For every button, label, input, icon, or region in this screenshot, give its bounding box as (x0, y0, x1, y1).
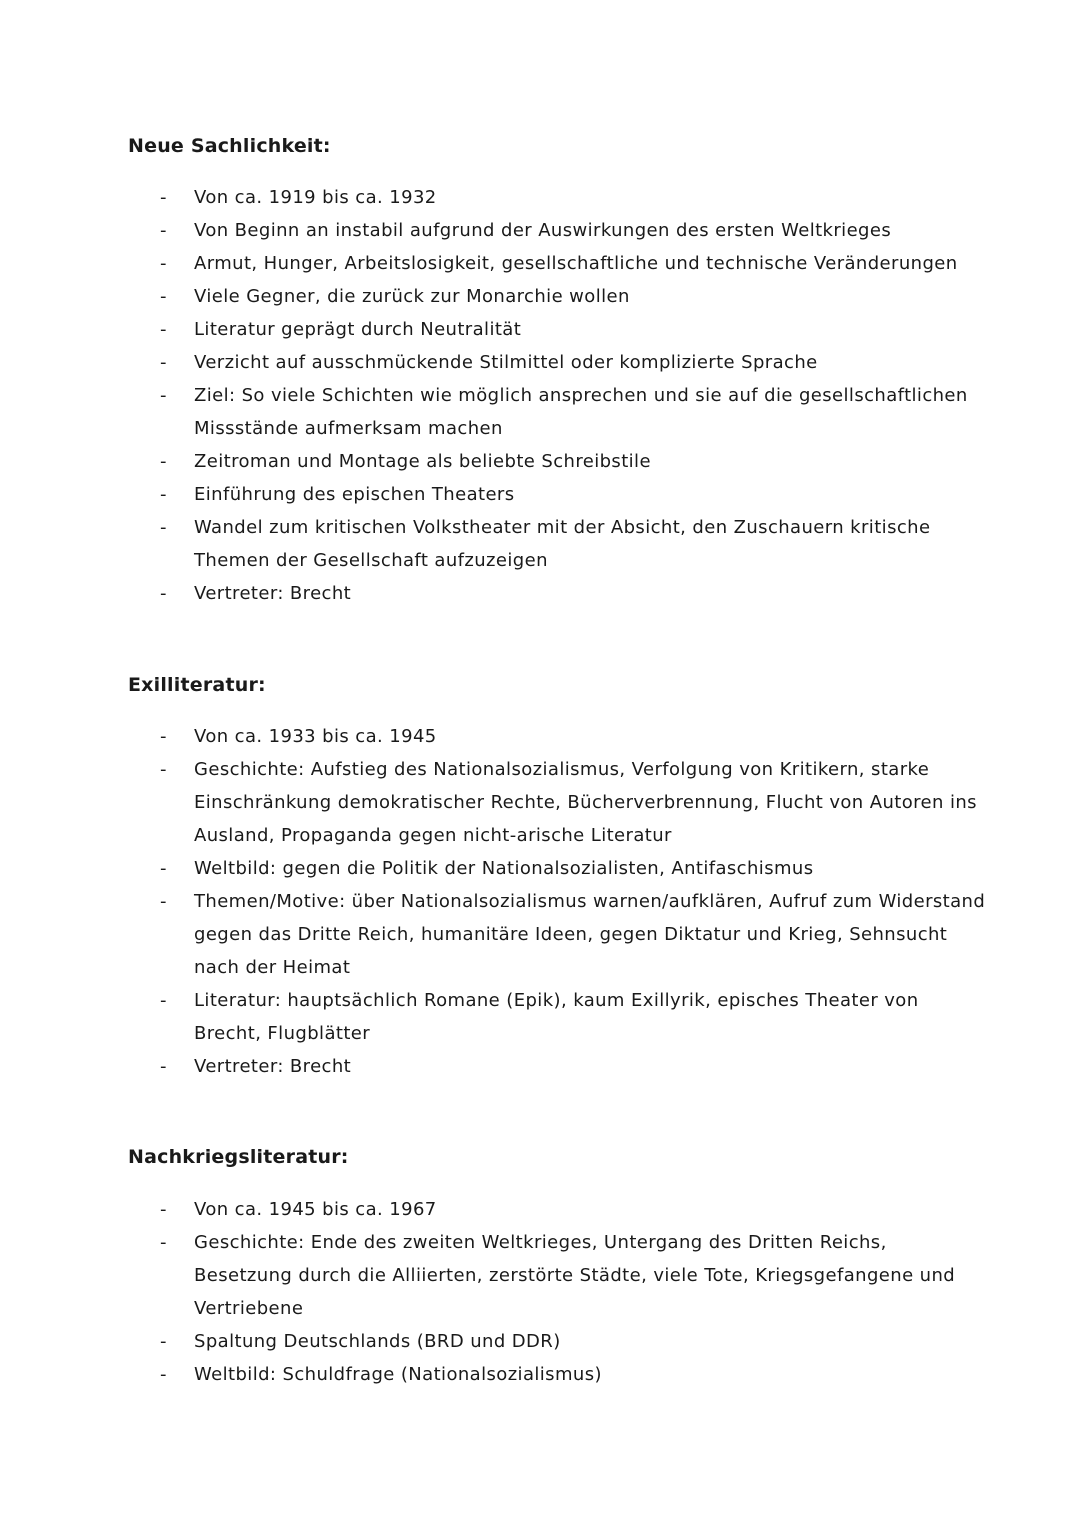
list-item: - Literatur geprägt durch Neutralität (128, 313, 988, 346)
section-heading: Nachkriegsliteratur: (128, 1146, 349, 1168)
list-item: - Von ca. 1945 bis ca. 1967 (128, 1193, 988, 1226)
section-neue-sachlichkeit (128, 134, 988, 610)
bullet-list (128, 720, 988, 1083)
list-item: - Spaltung Deutschlands (BRD und DDR) (128, 1325, 988, 1358)
list-item: - Wandel zum kritischen Volkstheater mit der Absicht, den Zuschauern kritische Themen der Gesellschaft aufzuzeigen (128, 511, 988, 577)
list-item: - Einführung des epischen Theaters (128, 478, 988, 511)
list-item: - Vertreter: Brecht (128, 1050, 988, 1083)
list-item: - Von ca. 1919 bis ca. 1932 (128, 181, 988, 214)
list-item: - Literatur: hauptsächlich Romane (Epik), kaum Exillyrik, episches Theater von Brecht, Flugblätter (128, 984, 988, 1050)
list-item: - Verzicht auf ausschmückende Stilmittel oder komplizierte Sprache (128, 346, 988, 379)
list-item: - Von Beginn an instabil aufgrund der Auswirkungen des ersten Weltkrieges (128, 214, 988, 247)
section-heading: Neue Sachlichkeit: (128, 135, 331, 157)
list-item: - Vertreter: Brecht (128, 577, 988, 610)
list-item: - Geschichte: Ende des zweiten Weltkrieges, Untergang des Dritten Reichs, Besetzung durch die Alliierten, zerstörte Städte, viele Tote, Kriegsgefangene und Vertriebene (128, 1226, 988, 1325)
list-item: - Von ca. 1933 bis ca. 1945 (128, 720, 988, 753)
list-item: - Geschichte: Aufstieg des Nationalsozialismus, Verfolgung von Kritikern, starke Einschränkung demokratischer Rechte, Bücherverbrennung, Flucht von Autoren ins Ausland, Propaganda gegen nicht-arische Literatur (128, 753, 988, 852)
list-item: - Themen/Motive: über Nationalsozialismus warnen/aufklären, Aufruf zum Widerstand gegen das Dritte Reich, humanitäre Ideen, gegen Diktatur und Krieg, Sehnsucht nach der Heimat (128, 885, 988, 984)
list-item: - Zeitroman und Montage als beliebte Schreibstile (128, 445, 988, 478)
list-item: - Weltbild: Schuldfrage (Nationalsozialismus) (128, 1358, 988, 1391)
list-item: - Ziel: So viele Schichten wie möglich ansprechen und sie auf die gesellschaftlichen Missstände aufmerksam machen (128, 379, 988, 445)
list-item: - Viele Gegner, die zurück zur Monarchie wollen (128, 280, 988, 313)
bullet-list (128, 1193, 988, 1391)
list-item: - Armut, Hunger, Arbeitslosigkeit, gesellschaftliche und technische Veränderungen (128, 247, 988, 280)
section-nachkriegsliteratur (128, 1145, 988, 1391)
section-heading: Exilliteratur: (128, 674, 266, 696)
list-item: - Weltbild: gegen die Politik der Nationalsozialisten, Antifaschismus (128, 852, 988, 885)
section-exilliteratur (128, 673, 988, 1083)
bullet-list (128, 181, 988, 610)
